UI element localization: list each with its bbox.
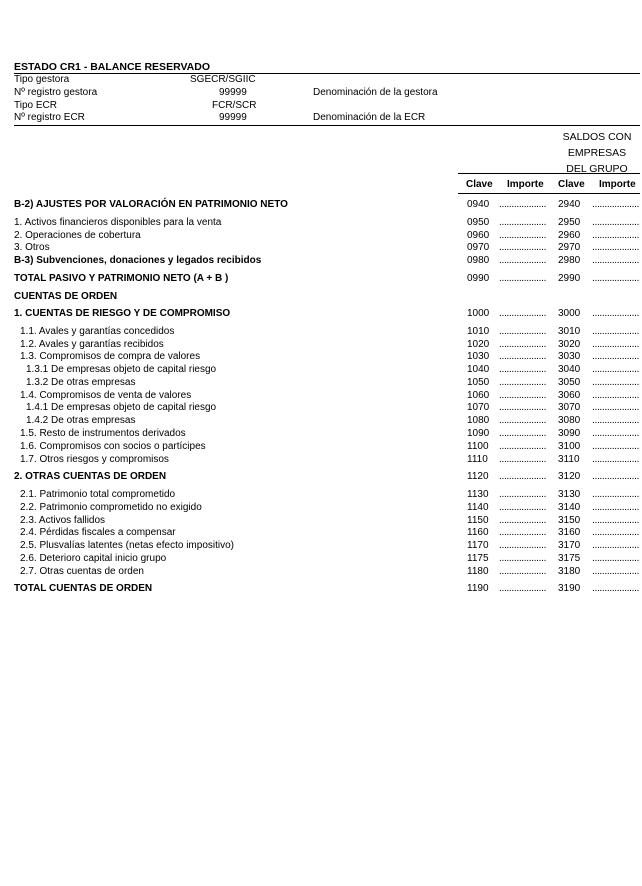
row-label: 3. Otros — [14, 242, 50, 253]
row-label: 2.6. Deterioro capital inicio grupo — [20, 553, 167, 564]
importe-field[interactable]: ................... — [499, 255, 547, 266]
importe-group-field[interactable]: ................... — [592, 415, 640, 426]
clave-group-code: 3020 — [558, 339, 581, 350]
row-label: 1.3. Compromisos de compra de valores — [20, 351, 201, 362]
row-label: 2.3. Activos fallidos — [20, 515, 106, 526]
tipo-ecr-value: FCR/SCR — [212, 100, 257, 111]
clave-group-code: 3130 — [558, 489, 581, 500]
clave-code: 0980 — [467, 255, 490, 266]
divider — [458, 193, 640, 194]
clave-code: 1000 — [467, 308, 490, 319]
row-label: CUENTAS DE ORDEN — [14, 291, 118, 302]
importe-group-field[interactable]: ................... — [592, 471, 640, 482]
importe-field[interactable]: ................... — [499, 540, 547, 551]
divider — [14, 125, 640, 126]
importe-group-field[interactable]: ................... — [592, 428, 640, 439]
tipo-gestora-label: Tipo gestora — [14, 74, 70, 85]
importe-field[interactable]: ................... — [499, 415, 547, 426]
clave-code: 1060 — [467, 390, 490, 401]
row-label: 1.5. Resto de instrumentos derivados — [20, 428, 186, 439]
importe-field[interactable]: ................... — [499, 390, 547, 401]
importe-field[interactable]: ................... — [499, 515, 547, 526]
importe-group-field[interactable]: ................... — [592, 308, 640, 319]
clave-code: 1090 — [467, 428, 490, 439]
importe-field[interactable]: ................... — [499, 402, 547, 413]
row-label: 2. OTRAS CUENTAS DE ORDEN — [14, 471, 167, 482]
importe-field[interactable]: ................... — [499, 441, 547, 452]
importe-group-field[interactable]: ................... — [592, 326, 640, 337]
row-label: 1.3.2 De otras empresas — [26, 377, 136, 388]
importe-field[interactable]: ................... — [499, 308, 547, 319]
clave-code: 1150 — [467, 515, 489, 526]
col-clave-group-header: Clave — [558, 179, 585, 190]
importe-group-field[interactable]: ................... — [592, 390, 640, 401]
clave-code: 1080 — [467, 415, 490, 426]
clave-group-code: 3060 — [558, 390, 581, 401]
clave-group-code: 3090 — [558, 428, 581, 439]
row-label: 2.7. Otras cuentas de orden — [20, 566, 144, 577]
clave-group-code: 2970 — [558, 242, 581, 253]
importe-field[interactable]: ................... — [499, 489, 547, 500]
denominacion-gestora-label: Denominación de la gestora — [313, 87, 438, 98]
clave-code: 1040 — [467, 364, 490, 375]
row-label: B-3) Subvenciones, donaciones y legados recibidos — [14, 255, 262, 266]
importe-field[interactable]: ................... — [499, 199, 547, 210]
col-clave-header: Clave — [466, 179, 493, 190]
importe-field[interactable]: ................... — [499, 351, 547, 362]
importe-group-field[interactable]: ................... — [592, 527, 640, 538]
clave-group-code: 2960 — [558, 230, 581, 241]
clave-code: 1100 — [467, 441, 489, 452]
clave-code: 1170 — [467, 540, 489, 551]
clave-group-code: 3110 — [558, 454, 580, 465]
row-label: 2. Operaciones de cobertura — [14, 230, 141, 241]
row-label: TOTAL CUENTAS DE ORDEN — [14, 583, 153, 594]
tipo-ecr-label: Tipo ECR — [14, 100, 57, 111]
importe-field[interactable]: ................... — [499, 553, 547, 564]
importe-field[interactable]: ................... — [499, 230, 547, 241]
clave-group-code: 3040 — [558, 364, 581, 375]
denominacion-ecr-label: Denominación de la ECR — [313, 112, 426, 123]
row-label: B-2) AJUSTES POR VALORACIÓN EN PATRIMONIO NETO — [14, 199, 288, 210]
clave-code: 0950 — [467, 217, 490, 228]
registro-ecr-value: 99999 — [219, 112, 247, 123]
importe-field[interactable]: ................... — [499, 583, 547, 594]
importe-field[interactable]: ................... — [499, 242, 547, 253]
group-header-line: DEL GRUPO — [566, 163, 628, 175]
clave-code: 1130 — [467, 489, 489, 500]
clave-group-code: 3100 — [558, 441, 581, 452]
importe-field[interactable]: ................... — [499, 339, 547, 350]
row-label: 2.1. Patrimonio total comprometido — [20, 489, 176, 500]
importe-group-field[interactable]: ................... — [592, 364, 640, 375]
group-header-line: SALDOS CON — [562, 131, 632, 143]
divider — [14, 73, 640, 74]
importe-field[interactable]: ................... — [499, 364, 547, 375]
clave-code: 1175 — [467, 553, 489, 564]
row-label: 1. CUENTAS DE RIESGO Y DE COMPROMISO — [14, 308, 231, 319]
importe-group-field[interactable]: ................... — [592, 199, 640, 210]
clave-group-code: 2990 — [558, 273, 581, 284]
importe-field[interactable]: ................... — [499, 273, 547, 284]
importe-field[interactable]: ................... — [499, 377, 547, 388]
row-label: 1.4.2 De otras empresas — [26, 415, 136, 426]
row-label: 2.5. Plusvalías latentes (netas efecto impositivo) — [20, 540, 234, 551]
row-label: 1. Activos financieros disponibles para la venta — [14, 217, 222, 228]
importe-field[interactable]: ................... — [499, 454, 547, 465]
importe-field[interactable]: ................... — [499, 566, 547, 577]
row-label: 1.6. Compromisos con socios o partícipes — [20, 441, 206, 452]
clave-code: 1140 — [467, 502, 489, 513]
row-label: TOTAL PASIVO Y PATRIMONIO NETO (A + B ) — [14, 273, 229, 284]
col-importe-header: Importe — [507, 179, 544, 190]
importe-group-field[interactable]: ................... — [592, 441, 640, 452]
clave-code: 1010 — [467, 326, 490, 337]
importe-field[interactable]: ................... — [499, 217, 547, 228]
importe-field[interactable]: ................... — [499, 527, 547, 538]
importe-group-field[interactable]: ................... — [592, 230, 640, 241]
clave-group-code: 3175 — [558, 553, 581, 564]
clave-group-code: 3160 — [558, 527, 581, 538]
importe-group-field[interactable]: ................... — [592, 515, 640, 526]
importe-field[interactable]: ................... — [499, 471, 547, 482]
row-label: 1.1. Avales y garantías concedidos — [20, 326, 175, 337]
registro-gestora-label: Nº registro gestora — [14, 87, 98, 98]
tipo-gestora-value: SGECR/SGIIC — [190, 74, 256, 85]
group-header — [560, 129, 634, 177]
page-title: ESTADO CR1 - BALANCE RESERVADO — [14, 61, 211, 73]
clave-code: 1020 — [467, 339, 490, 350]
importe-group-field[interactable]: ................... — [592, 454, 640, 465]
clave-code: 0960 — [467, 230, 490, 241]
clave-group-code: 2980 — [558, 255, 581, 266]
row-label: 2.2. Patrimonio comprometido no exigido — [20, 502, 202, 513]
clave-group-code: 3190 — [558, 583, 581, 594]
importe-group-field[interactable]: ................... — [592, 502, 640, 513]
clave-code: 1120 — [467, 471, 489, 482]
importe-field[interactable]: ................... — [499, 428, 547, 439]
clave-code: 0970 — [467, 242, 490, 253]
row-label: 1.3.1 De empresas objeto de capital riesgo — [26, 364, 217, 375]
importe-group-field[interactable]: ................... — [592, 566, 640, 577]
importe-group-field[interactable]: ................... — [592, 402, 640, 413]
importe-group-field[interactable]: ................... — [592, 217, 640, 228]
clave-group-code: 2940 — [558, 199, 581, 210]
clave-group-code: 3180 — [558, 566, 581, 577]
clave-group-code: 3000 — [558, 308, 581, 319]
row-label: 1.4.1 De empresas objeto de capital riesgo — [26, 402, 217, 413]
clave-group-code: 3010 — [558, 326, 581, 337]
clave-code: 1110 — [467, 454, 488, 465]
importe-group-field[interactable]: ................... — [592, 242, 640, 253]
clave-code: 1180 — [467, 566, 489, 577]
clave-group-code: 3030 — [558, 351, 581, 362]
importe-group-field[interactable]: ................... — [592, 273, 640, 284]
divider — [458, 173, 640, 174]
importe-group-field[interactable]: ................... — [592, 553, 640, 564]
importe-group-field[interactable]: ................... — [592, 540, 640, 551]
importe-group-field[interactable]: ................... — [592, 351, 640, 362]
importe-field[interactable]: ................... — [499, 502, 547, 513]
clave-code: 1160 — [467, 527, 489, 538]
clave-group-code: 3170 — [558, 540, 581, 551]
clave-code: 1190 — [467, 583, 489, 594]
clave-group-code: 3150 — [558, 515, 581, 526]
registro-ecr-label: Nº registro ECR — [14, 112, 85, 123]
clave-group-code: 3120 — [558, 471, 581, 482]
clave-group-code: 3140 — [558, 502, 581, 513]
clave-code: 1050 — [467, 377, 490, 388]
row-label: 1.2. Avales y garantías recibidos — [20, 339, 164, 350]
importe-group-field[interactable]: ................... — [592, 377, 640, 388]
importe-group-field[interactable]: ................... — [592, 583, 640, 594]
clave-group-code: 3080 — [558, 415, 581, 426]
clave-group-code: 2950 — [558, 217, 581, 228]
clave-code: 0990 — [467, 273, 490, 284]
importe-field[interactable]: ................... — [499, 326, 547, 337]
group-header-line: EMPRESAS — [567, 147, 627, 159]
col-importe-group-header: Importe — [599, 179, 636, 190]
row-label: 2.4. Pérdidas fiscales a compensar — [20, 527, 176, 538]
clave-code: 1030 — [467, 351, 490, 362]
clave-code: 0940 — [467, 199, 490, 210]
clave-group-code: 3050 — [558, 377, 581, 388]
registro-gestora-value: 99999 — [219, 87, 247, 98]
row-label: 1.7. Otros riesgos y compromisos — [20, 454, 169, 465]
clave-group-code: 3070 — [558, 402, 581, 413]
importe-group-field[interactable]: ................... — [592, 255, 640, 266]
clave-code: 1070 — [467, 402, 490, 413]
row-label: 1.4. Compromisos de venta de valores — [20, 390, 192, 401]
importe-group-field[interactable]: ................... — [592, 339, 640, 350]
importe-group-field[interactable]: ................... — [592, 489, 640, 500]
